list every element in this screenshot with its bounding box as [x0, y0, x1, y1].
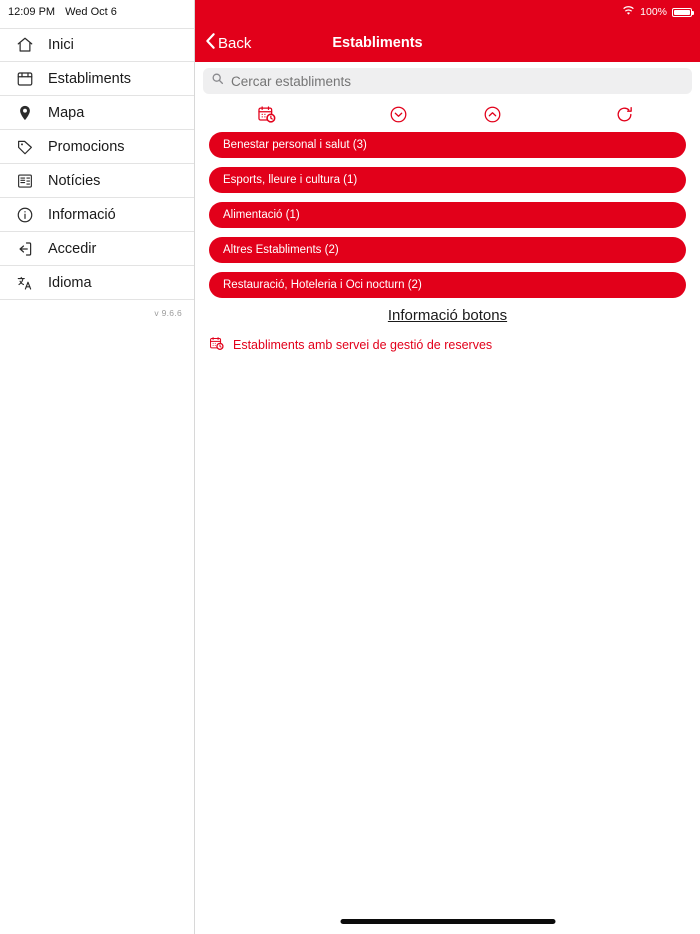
category-list: [195, 130, 700, 298]
sidebar-item-idioma[interactable]: [0, 266, 194, 300]
chevron-left-icon: [205, 32, 216, 54]
back-label: Back: [218, 34, 252, 52]
calendar-clock-icon: [209, 336, 224, 354]
sidebar-item-label: Notícies: [48, 172, 101, 189]
search-bar[interactable]: [203, 68, 692, 94]
category-label: Restauració, Hoteleria i Oci nocturn (2): [223, 279, 422, 291]
refresh-button[interactable]: [540, 105, 686, 124]
category-item[interactable]: [209, 167, 686, 193]
home-indicator[interactable]: [340, 919, 555, 924]
store-icon: [16, 70, 34, 88]
category-item[interactable]: [209, 237, 686, 263]
sidebar-item-label: Informació: [48, 206, 116, 223]
action-toolbar: [195, 96, 700, 130]
page-title-text: Establiments: [332, 35, 423, 51]
map-pin-icon: [16, 104, 34, 122]
back-button[interactable]: [205, 32, 251, 54]
nav-bar: [195, 24, 700, 62]
sidebar-item-establiments[interactable]: [0, 62, 194, 96]
tag-icon: [16, 138, 34, 156]
sidebar-item-label: Establiments: [48, 70, 132, 87]
sidebar-item-accedir[interactable]: [0, 232, 194, 266]
search-input[interactable]: [231, 74, 684, 89]
status-time: 12:09 PM: [8, 6, 56, 18]
home-icon: [16, 36, 34, 54]
login-icon: [16, 240, 34, 258]
legend-row: [195, 324, 700, 354]
sidebar-nav: [0, 28, 194, 300]
sidebar-item-informacio[interactable]: [0, 198, 194, 232]
category-item[interactable]: [209, 132, 686, 158]
sidebar-item-noticies[interactable]: [0, 164, 194, 198]
category-item[interactable]: [209, 272, 686, 298]
search-icon: [211, 72, 224, 90]
sidebar: [0, 0, 195, 934]
sidebar-item-label: Idioma: [48, 274, 92, 291]
newspaper-icon: [16, 172, 34, 190]
main-status-bar: [195, 0, 700, 24]
sidebar-item-mapa[interactable]: [0, 96, 194, 130]
battery-percent-label: 100%: [640, 6, 667, 18]
info-section-title: Informació botons: [387, 307, 508, 324]
category-label: Esports, lleure i cultura (1): [223, 174, 358, 186]
sidebar-item-label: Promocions: [48, 138, 125, 155]
wifi-icon: [622, 6, 635, 19]
collapse-all-button[interactable]: [351, 105, 445, 124]
main-panel: [195, 0, 700, 934]
sidebar-item-promocions[interactable]: [0, 130, 194, 164]
search-section: [195, 62, 700, 96]
category-label: Altres Establiments (2): [223, 244, 339, 256]
category-label: Alimentació (1): [223, 209, 300, 221]
language-icon: [16, 274, 34, 292]
status-date: Wed Oct 6: [65, 6, 117, 18]
device-status-bar: [0, 0, 194, 24]
category-label: Benestar personal i salut (3): [223, 139, 367, 151]
sidebar-item-label: Mapa: [48, 104, 85, 121]
app-version: v 9.6.6: [154, 308, 182, 318]
booking-calendar-button[interactable]: [209, 105, 351, 124]
info-circle-icon: [16, 206, 34, 224]
sidebar-item-inici[interactable]: [0, 28, 194, 62]
sidebar-item-label: Inici: [48, 37, 74, 53]
battery-full-icon: [672, 8, 692, 17]
expand-all-button[interactable]: [446, 105, 540, 124]
sidebar-item-label: Accedir: [48, 240, 97, 257]
legend-label: Establiments amb servei de gestió de reserves: [233, 338, 493, 352]
category-item[interactable]: [209, 202, 686, 228]
page-title: [195, 35, 700, 51]
